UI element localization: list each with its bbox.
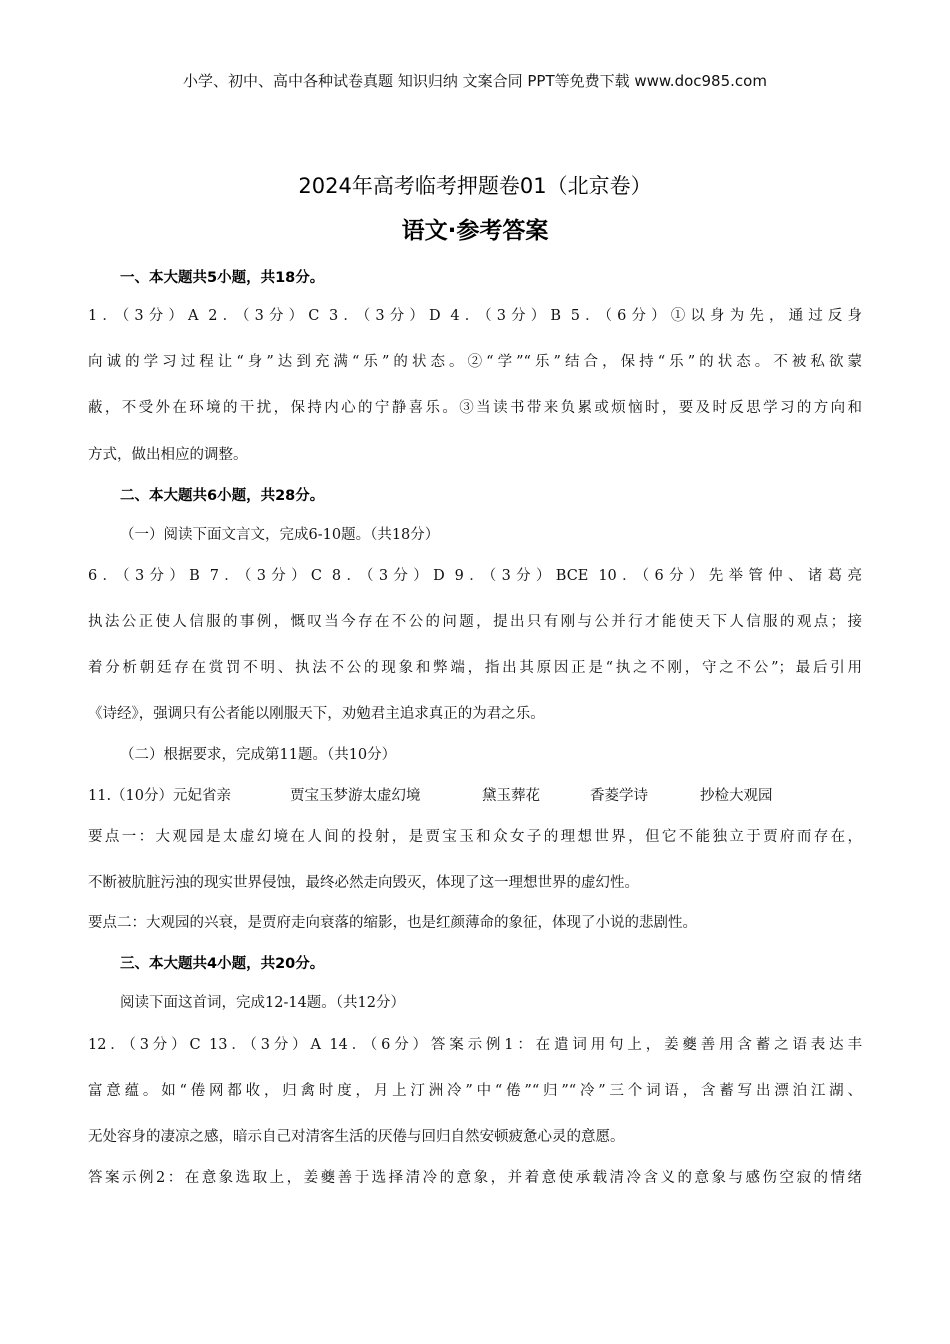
q11-item: 香菱学诗 <box>590 788 648 804</box>
section3-line-2: 无处容身的凄凉之感，暗示自己对清客生活的厌倦与回归自然安顿疲惫心灵的意愿。 <box>88 1129 625 1145</box>
q11-item: 贾宝玉梦游太虚幻境 <box>290 788 421 804</box>
section1-line-1: 向诚的学习过程让“身”达到充满“乐”的状态。②“学”“乐”结合，保持“乐”的状态。不被私欲蒙 <box>88 354 862 370</box>
section2-part1-heading: （一）阅读下面文言文，完成6-10题。（共18分） <box>120 527 440 543</box>
document-subtitle: 语文·参考答案 <box>401 218 549 244</box>
q11-item: 抄检大观园 <box>700 788 773 804</box>
section1-line-2: 蔽，不受外在环境的干扰，保持内心的宁静喜乐。③当读书带来负累或烦恼时，要及时反思学习的方向和 <box>88 400 862 416</box>
section2-part2-heading: （二）根据要求，完成第11题。（共10分） <box>120 747 397 763</box>
section2-line-2: 着分析朝廷存在赏罚不明、执法不公的现象和弊端，指出其原因正是“执之不刚，守之不公”；最后引用 <box>88 660 862 676</box>
point2: 要点二：大观园的兴衰，是贾府走向衰落的缩影，也是红颜薄命的象征，体现了小说的悲剧性。 <box>88 915 697 931</box>
section3-answers-line: 12．（3分）C 13．（3分）A 14．（6分）答案示例1：在遣词用句上，姜夔善用含蓄之语表达丰 <box>88 1037 862 1053</box>
section2-heading: 二、本大题共6小题，共28分。 <box>120 488 325 504</box>
section3-line-1: 富意蕴。如“倦网都收，归禽时度，月上汀洲冷”中“倦”“归”“冷”三个词语，含蓄写出漂泊江湖、 <box>88 1083 862 1099</box>
site-banner: 小学、初中、高中各种试卷真题 知识归纳 文案合同 PPT等免费下载 www.doc985.com <box>183 72 767 90</box>
section3-heading: 三、本大题共4小题，共20分。 <box>120 956 325 972</box>
section1-line-3: 方式，做出相应的调整。 <box>88 447 248 463</box>
section2-answers-line: 6．（3分）B 7．（3分）C 8．（3分）D 9．（3分）BCE 10．（6分）先举管仲、诸葛亮 <box>88 568 862 584</box>
section3-example2: 答案示例2：在意象选取上，姜夔善于选择清冷的意象，并着意使承载清冷含义的意象与感伤空寂的情绪 <box>88 1170 862 1186</box>
section3-intro: 阅读下面这首词，完成12-14题。（共12分） <box>120 995 405 1011</box>
point1-line-1: 要点一：大观园是太虚幻境在人间的投射，是贾宝玉和众女子的理想世界，但它不能独立于贾府而存在， <box>88 829 862 845</box>
section1-answers-line: 1．（3分）A 2．（3分）C 3．（3分）D 4．（3分）B 5．（6分）①以身为先，通过反身 <box>88 308 862 324</box>
q11-answer-row <box>88 784 773 805</box>
q11-item: 黛玉葬花 <box>482 788 540 804</box>
section1-heading: 一、本大题共5小题，共18分。 <box>120 270 325 286</box>
document-title: 2024年高考临考押题卷01（北京卷） <box>298 174 652 198</box>
point1-line-2: 不断被肮脏污浊的现实世界侵蚀，最终必然走向毁灭，体现了这一理想世界的虚幻性。 <box>88 875 639 891</box>
q11-label: 11.（10分）元妃省亲 <box>88 788 232 804</box>
section2-line-1: 执法公正使人信服的事例，慨叹当今存在不公的问题，提出只有刚与公并行才能使天下人信服的观点；接 <box>88 614 862 630</box>
section2-line-3: 《诗经》，强调只有公者能以刚服天下，劝勉君主追求真正的为君之乐。 <box>88 706 545 722</box>
